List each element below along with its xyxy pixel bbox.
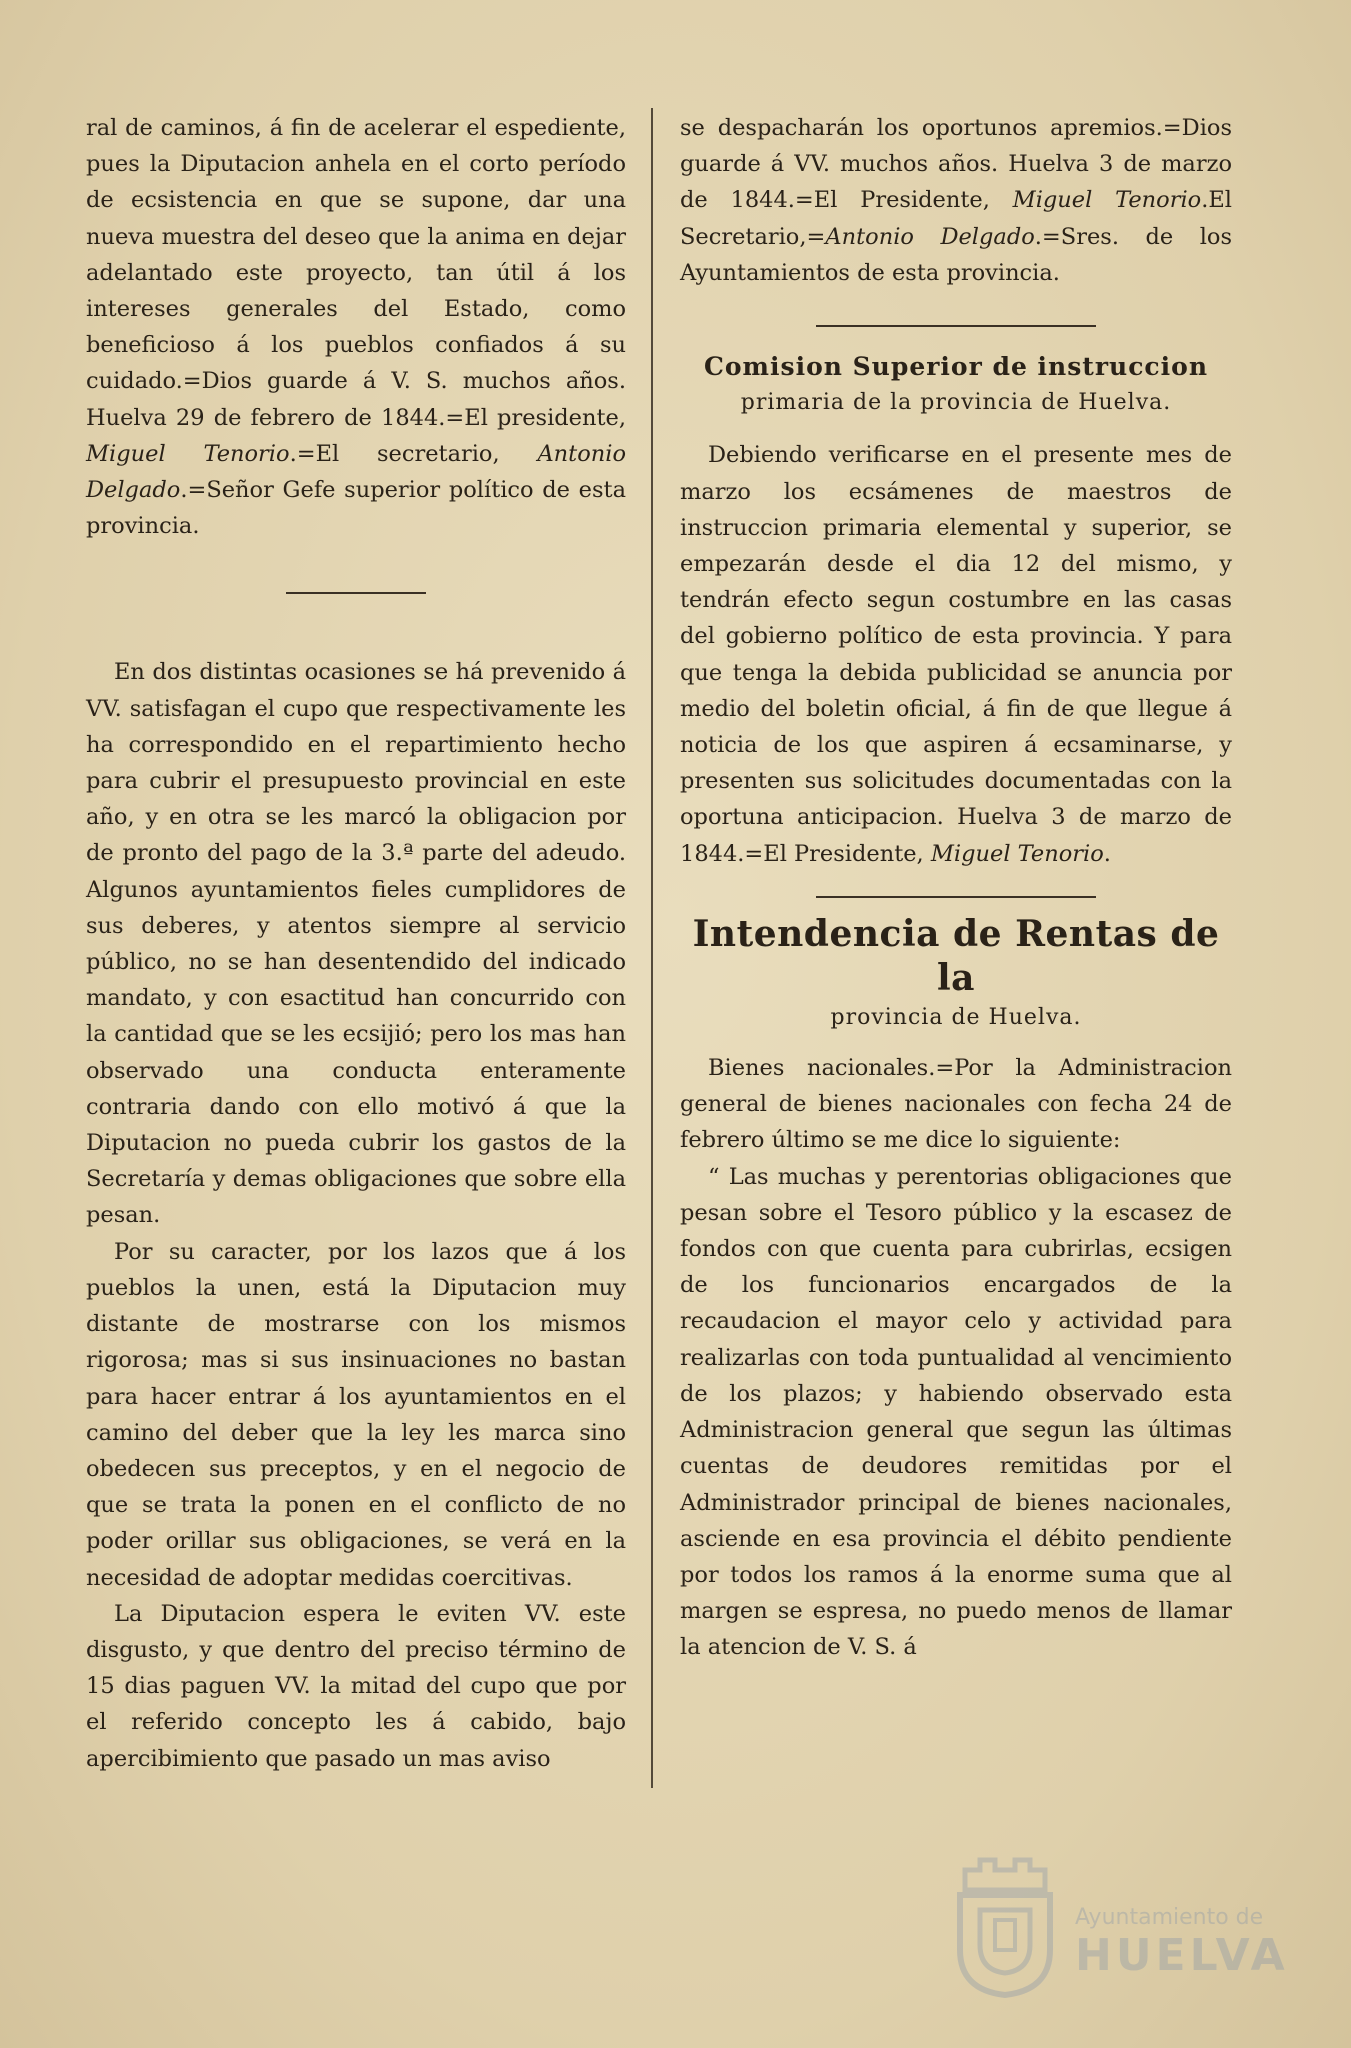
right-paragraph-1: se despacharán los oportunos apremios.=Dios guarde á VV. muchos años. Huelva 3 de marzo de 1844.=El Presidente, Miguel Tenorio.El Secretario,=Antonio Delgado.=Sres. de los Ayuntamientos de esta provincia. — [680, 115, 1233, 286]
column-divider — [651, 108, 653, 1788]
watermark-title: HUELVA — [1075, 1930, 1289, 1981]
spacer — [680, 1036, 1232, 1050]
spacer — [86, 594, 626, 654]
right-column — [680, 110, 1232, 1666]
signature-name: Miguel Tenorio — [86, 440, 290, 467]
spacer — [680, 291, 1232, 325]
signature-name: Antonio Delgado — [86, 440, 626, 504]
right-paragraph-4: “ Las muchas y perentorias obligaciones que pesan sobre el Tesoro público y la escasez de fondos con que cuenta para cubrirlas, ecsigen de los funcionarios encargados de la recaudacion el mayor celo y actividad para realizarlas con toda puntualidad al vencimiento de los plazos; y habiendo observado esta Administracion general que segun las últimas cuentas de deudores remitidas por el Administrador principal de bienes nacionales, asciende en esa provincia el débito pendiente por todos los ramos á la enorme suma que al margen se espresa, no puedo menos de llamar la atencion de V. S. á — [680, 1163, 1232, 1661]
left-column — [86, 110, 626, 1777]
section-heading: Comision Superior de instruccion — [703, 352, 1208, 382]
left-paragraph-3: Por su caracter, por los lazos que á los pueblos la unen, está la Diputacion muy distante de mostrarse con los mismos rigorosa; mas si sus insinuaciones no bastan para hacer entrar á los ayuntamientos en el camino del deber que la ley les marca sino obedecen sus preceptos, y en el negocio de que se trata la ponen en el conflicto de no poder orillar sus obligaciones, se verá en la necesidad de adoptar medidas coercitivas. — [86, 1238, 626, 1591]
spacer — [680, 421, 1232, 437]
right-paragraph-2: Debiendo verificarse en el presente mes de marzo los ecsámenes de maestros de instruccion primaria elemental y superior, se empezarán desde el dia 12 del mismo, y tendrán efecto segun costumbre en las casas del gobierno político de esta provincia. Y para que tenga la debida publicidad se anuncia por medio del boletin oficial, á fin de que llegue á noticia de los que aspiren á ecsaminarse, y presenten sus solicitudes documentadas con la oportuna anticipacion. Huelva 3 de marzo de 1844.=El Presidente, Miguel Tenorio. — [680, 442, 1232, 867]
left-paragraph-2: En dos distintas ocasiones se há prevenido á VV. satisfagan el cupo que respectivamente les ha correspondido en el repartimiento hecho para cubrir el presupuesto provincial en este año, y en otra se les marcó la obligacion por de pronto del pago de la 3.ª parte del adeudo. Algunos ayuntamientos fieles cumplidores de sus deberes, y atentos siempre al servicio público, no se han desentendido del indicado mandato, y con esactitud han concurrido con la cantidad que se les ecsijió; pero los mas han observado una conducta enteramente contraria dando con ello motivó á que la Diputacion no pueda cubrir los gastos de la Secretaría y demas obligaciones que sobre ella pesan. — [86, 659, 626, 1229]
watermark-text: Ayuntamiento de — [1075, 1905, 1264, 1930]
watermark-logo — [940, 1850, 1289, 2000]
section-title: Intendencia de Rentas de la — [692, 912, 1220, 999]
signature-name: Antonio Delgado — [825, 223, 1035, 250]
right-paragraph-3: Bienes nacionales.=Por la Administracion general de bienes nacionales con fecha 24 de febrero último se me dice lo siguiente: — [680, 1055, 1232, 1154]
section-subheading: provincia de Huelva. — [830, 1004, 1082, 1030]
spacer — [680, 327, 1232, 349]
signature-name: Miguel Tenorio — [930, 840, 1104, 867]
spacer — [680, 898, 1232, 912]
left-paragraph-1: ral de caminos, á fin de acelerar el espediente, pues la Diputacion anhela en el corto período de ecsistencia en que se supone, dar una nueva muestra del deseo que la anima en dejar adelantado este proyecto, tan útil á los intereses generales del Estado, como beneficioso á los pueblos confiados á su cuidado.=Dios guarde á V. S. muchos años. Huelva 29 de febrero de 1844.=El presidente, Miguel Tenorio.=El secretario, Antonio Delgado.=Señor Gefe superior político de esta provincia. — [86, 115, 626, 540]
section-subheading: primaria de la provincia de Huelva. — [740, 390, 1172, 416]
left-paragraph-4: La Diputacion espera le eviten VV. este disgusto, y que dentro del preciso término de 15 dias paguen VV. la mitad del cupo que por el referido concepto les á cabido, bajo apercibimiento que pasado un mas aviso — [86, 1600, 626, 1772]
signature-name: Miguel Tenorio — [1012, 187, 1202, 214]
coat-of-arms-icon — [940, 1850, 1070, 2000]
spacer — [680, 872, 1232, 896]
spacer — [86, 544, 626, 592]
